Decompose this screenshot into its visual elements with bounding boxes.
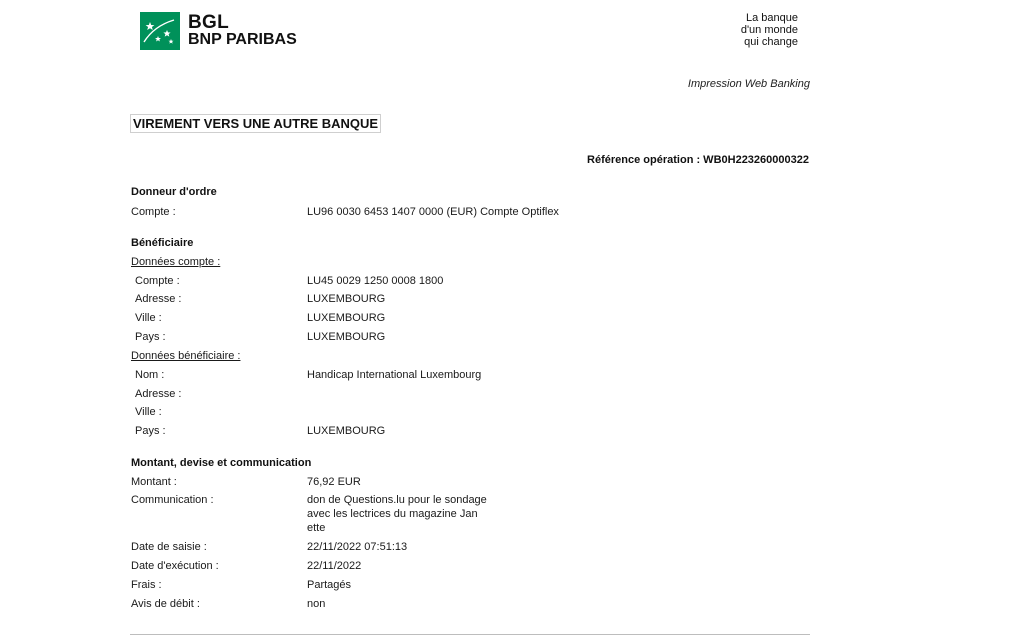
page-title: VIREMENT VERS UNE AUTRE BANQUE [130, 114, 381, 133]
print-source-label: Impression Web Banking [687, 78, 810, 90]
brand-name-bnp-paribas: BNP PARIBAS [188, 31, 297, 48]
brand-name-bgl: BGL [188, 12, 230, 33]
frais-label: Frais : [131, 579, 162, 591]
benef-pays-label: Pays : [135, 331, 166, 343]
communication-line: don de Questions.lu pour le sondage [307, 494, 487, 506]
donneur-compte-label: Compte : [131, 206, 176, 218]
communication-line: avec les lectrices du magazine Jan [307, 508, 478, 520]
benef-compte-value: LU45 0029 1250 0008 1800 [307, 275, 444, 287]
bottom-divider [130, 634, 810, 635]
stars-logo-icon [140, 12, 180, 50]
benef-nom-value: Handicap International Luxembourg [307, 369, 482, 381]
benef-ville-value: LUXEMBOURG [307, 312, 386, 324]
montant-value: 76,92 EUR [307, 476, 361, 488]
avis-debit-label: Avis de débit : [131, 598, 200, 610]
communication-line: ette [307, 522, 326, 534]
date-execution-label: Date d'exécution : [131, 560, 219, 572]
donnees-beneficiaire-heading: Données bénéficiaire : [131, 350, 241, 362]
benef-pays2-value: LUXEMBOURG [307, 425, 386, 437]
tagline-line: qui change [744, 36, 798, 48]
donneur-heading: Donneur d'ordre [131, 186, 217, 198]
bank-tagline [741, 12, 798, 48]
tagline-line: d'un monde [740, 24, 798, 36]
benef-pays-value: LUXEMBOURG [307, 331, 386, 343]
tagline-line: La banque [746, 12, 798, 24]
frais-value: Partagés [307, 579, 352, 591]
beneficiaire-heading: Bénéficiaire [131, 237, 194, 249]
date-execution-value: 22/11/2022 [307, 560, 362, 572]
date-saisie-label: Date de saisie : [131, 541, 207, 553]
montant-label: Montant : [131, 476, 177, 488]
benef-ville-label: Ville : [135, 312, 162, 324]
communication-label: Communication : [131, 494, 214, 506]
montant-heading: Montant, devise et communication [131, 457, 312, 469]
benef-adresse-label: Adresse : [135, 293, 182, 305]
donnees-compte-heading: Données compte : [131, 256, 221, 268]
operation-reference: Référence opération : WB0H223260000322 [587, 154, 809, 166]
benef-ville2-label: Ville : [135, 406, 162, 418]
benef-nom-label: Nom : [135, 369, 165, 381]
benef-compte-label: Compte : [135, 275, 180, 287]
avis-debit-value: non [307, 598, 326, 610]
benef-adresse2-label: Adresse : [135, 388, 182, 400]
benef-pays2-label: Pays : [135, 425, 166, 437]
date-saisie-value: 22/11/2022 07:51:13 [307, 541, 408, 553]
benef-adresse-value: LUXEMBOURG [307, 293, 386, 305]
donneur-compte-value: LU96 0030 6453 1407 0000 (EUR) Compte Optiflex [307, 206, 559, 218]
